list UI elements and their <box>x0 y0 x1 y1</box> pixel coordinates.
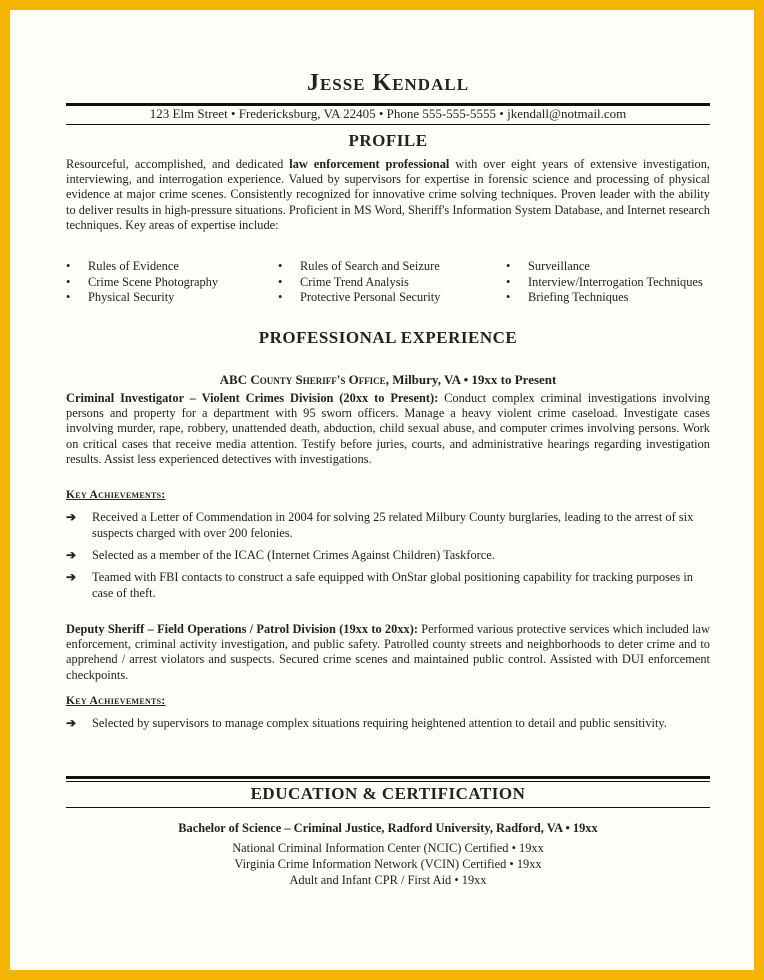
skill-item: • Crime Scene Photography <box>66 274 219 289</box>
employer-line <box>66 372 710 388</box>
skill-item: • Interview/Interrogation Techniques <box>506 274 703 289</box>
skill-item: • Protective Personal Security <box>278 290 441 304</box>
skill-item: • Briefing Techniques <box>506 290 629 304</box>
education-rule-thin <box>66 781 710 782</box>
page-frame: Jesse Kendall 123 Elm Street • Fredericksburg, VA 22405 • Phone 555-555-5555 • jkendall@notmail.com PROFILE Resourceful, accomplished, and dedicated law enforcement professional with over eight years of extensive investigation, interviewing, and interrogation experience. Valued by supervisors for expertise in forensic science and processing of physical evidence at major crime scenes. Consistently recognized for innovative crime solving techniques. Proven leader with the ability to deliver results in high-pressure situations. Proficient in MS Word, Sheriff's Information System Database, and Internet research techniques. Key areas of expertise include: • Rules of Evidence • Crime Scene Photography • Physical Security • Rules of Search and Seizure • Crime Trend Analysis • Protective Personal Security • Surveillance • Interview/Interrogation Techniques • Briefing Techniques PROFESSIONAL EXPERIENCE ABC County Sheriff's Office, Milbury, VA • 19xx to Present Criminal Investigator – Violent Crimes Division (20xx to Present): Conduct complex criminal investigations involving persons and property for a department with 95 sworn officers. Manage a heavy violent crime caseload. Investigate cases involving murder, rape, robbery, unattended death, abduction, child sexual abuse, and computer crimes involving persons. Work on critical cases that receive media attention. Testify before juries, courts, and administrative hearings regarding investigation results. Assist less experienced detectives with investigations. Key Achievements: ➔ Received a Letter of Commendation in 2004 for solving 25 related Milbury County burglaries, leading to the arrest of six suspects charged with over 200 felonies. ➔ Selected as a member of the ICAC (Internet Crimes Against Children) Taskforce. ➔ Teamed with FBI contacts to construct a safe equipped with OnStar global positioning capability for tracking purposes in case of theft. Deputy Sheriff – Field Operations / Patrol Division (19xx to 20xx): Performed various protective services which included law enforcement, criminal activity investigation, and public safety. Patrolled county streets and neighborhoods to deter crime and to apprehend / arrest violators and suspects. Secured crime scenes and maintained public control. Assisted with DUI enforcement checkpoints. Key Achievements: ➔ Selected by supervisors to manage complex situations requiring heightened attention to detail and public sensitivity. EDUCATION & CERTIFICATION Bachelor of Science – Criminal Justice, Radford University, Radford, VA • 19xx National Criminal Information Center (NCIC) Certified • 19xx Virginia Crime Information Network (VCIN) Certified • 19xx Adult and Infant CPR / First Aid • 19xx <box>10 10 754 970</box>
education-heading: EDUCATION & CERTIFICATION <box>250 784 526 803</box>
employer-details: , Milbury, VA • 19xx to Present <box>385 372 557 387</box>
profile-heading: PROFILE <box>348 131 428 150</box>
skill-item: • Rules of Search and Seizure <box>278 259 440 273</box>
arrow-icon: ➔ <box>66 548 77 562</box>
skill-item: • Physical Security <box>66 290 175 304</box>
experience-heading: PROFESSIONAL EXPERIENCE <box>258 328 518 347</box>
job-1-description: Criminal Investigator – Violent Crimes Division (20xx to Present): Conduct complex criminal investigations involving persons and property for a department with 95 sworn officers. Manage a heavy violent crime caseload. Investigate cases involving murder, rape, robbery, unattended death, abduction, child sexual abuse, and computer crimes involving persons. Work on critical cases that receive media attention. Testify before juries, courts, and administrative hearings regarding investigation results. Assist less experienced detectives with investigations. <box>66 391 710 466</box>
certification-item: Adult and Infant CPR / First Aid • 19xx <box>289 873 487 887</box>
profile-text-end: with over eight years of extensive investigation, interviewing, and interrogation experience. Valued by supervisors for expertise in forensic science and processing of physical evidence at major crime scenes. Consistently recognized for innovative crime solving techniques. Proven leader with the ability to deliver results in high-pressure situations. Proficient in MS Word, Sheriff's Information System Database, and Internet research techniques. Key areas of expertise include: <box>66 157 711 232</box>
candidate-name: Jesse Kendall <box>306 70 470 96</box>
certification-item: Virginia Crime Information Network (VCIN) Certified • 19xx <box>234 857 542 871</box>
job-1-title: Criminal Investigator – Violent Crimes Division (20xx to Present): <box>66 391 439 405</box>
skill-item: • Rules of Evidence <box>66 259 179 273</box>
skill-item: • Surveillance <box>506 259 590 273</box>
skills-column-3 <box>506 259 703 306</box>
job-2-achievements-label: Key Achievements: <box>66 695 166 707</box>
arrow-icon: ➔ <box>66 570 77 584</box>
arrow-icon: ➔ <box>66 510 77 524</box>
job-2-description: Deputy Sheriff – Field Operations / Patrol Division (19xx to 20xx): Performed various protective services which included law enforcement, criminal activity investigation, and public safety. Patrolled county streets and neighborhoods to deter crime and to apprehend / arrest violators and suspects. Secured crime scenes and maintained public control. Assisted with DUI enforcement checkpoints. <box>66 622 710 682</box>
job-2-title: Deputy Sheriff – Field Operations / Patrol Division (19xx to 20xx): <box>66 622 418 636</box>
profile-summary <box>66 157 710 233</box>
education-rule-thick <box>66 776 710 779</box>
education-rule-bottom <box>66 807 710 808</box>
degree-line: Bachelor of Science – Criminal Justice, Radford University, Radford, VA • 19xx <box>178 821 598 835</box>
skills-column-2 <box>278 259 440 306</box>
skill-item: • Crime Trend Analysis <box>278 274 409 289</box>
job-1-achievements-label: Key Achievements: <box>66 489 166 501</box>
header-rule-thin <box>66 124 710 125</box>
skills-column-1 <box>66 259 218 306</box>
profile-text-start: Resourceful, accomplished, and dedicated <box>66 157 290 171</box>
profile-text-bold: law enforcement professional <box>289 157 450 171</box>
employer-name: ABC County Sheriff's Office <box>219 372 386 387</box>
arrow-icon: ➔ <box>66 716 77 730</box>
contact-line: 123 Elm Street • Fredericksburg, VA 22405 • Phone 555-555-5555 • jkendall@notmail.com <box>149 106 627 121</box>
certification-item: National Criminal Information Center (NCIC) Certified • 19xx <box>232 841 544 855</box>
